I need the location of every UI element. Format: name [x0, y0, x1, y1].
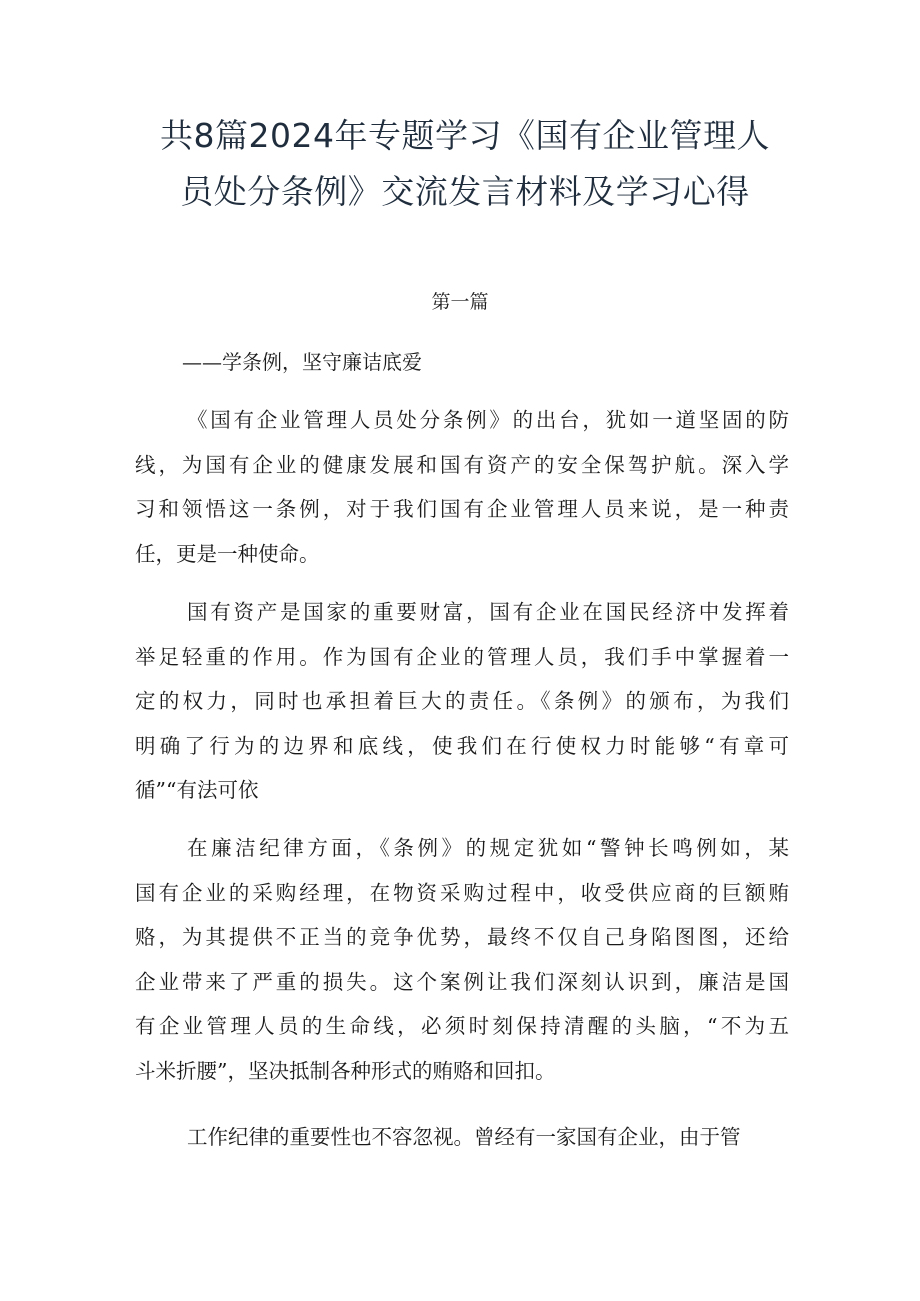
- paragraph-line: 斗米折腰”，坚决抵制各种形式的贿赂和回扣。: [135, 1058, 556, 1083]
- paragraph-line: 任，更是一种使命。: [135, 541, 320, 566]
- paragraph: [135, 590, 789, 813]
- paragraph-line: 有企业管理人员的生命线，必须时刻保持清醒的头脑，“不为五: [135, 1014, 789, 1038]
- paragraph-line: 企业带来了严重的损失。这个案例让我们深刻认识到，廉洁是国: [135, 969, 789, 994]
- paragraph-line: 习和领悟这一条例，对于我们国有企业管理人员来说，是一种责: [135, 497, 789, 521]
- section-subtitle: ——学条例，坚守廉诘底爱: [182, 350, 422, 374]
- paragraph-line: 赂，为其提供不正当的竞争优势，最终不仅自己身陷图图，还给: [135, 925, 789, 949]
- paragraph-line: 工作纪律的重要性也不容忽视。曾经有一家国有企业，由于管: [187, 1125, 741, 1149]
- document-title: [120, 108, 810, 220]
- paragraph: [135, 826, 789, 1093]
- chapter-heading: 第一篇: [431, 291, 489, 313]
- paragraph-line: 在廉洁纪律方面，《条例》的规定犹如“警钟长鸣例如，某: [187, 836, 789, 860]
- paragraph-line: 明确了行为的边界和底线，使我们在行使权力时能够“有章可: [135, 733, 789, 758]
- title-line: 共8篇2024年专题学习《国有企业管理人: [160, 116, 770, 155]
- paragraph-line: 循”“有法可依: [135, 778, 259, 802]
- paragraph-line: 国有企业的采购经理，在物资采购过程中，收受供应商的巨额贿: [135, 880, 789, 905]
- paragraph: [135, 398, 789, 576]
- paragraph-line: 举足轻重的作用。作为国有企业的管理人员，我们手中掌握着一: [135, 644, 789, 669]
- paragraph-line: 线，为国有企业的健康发展和国有资产的安全保驾护航。深入学: [135, 452, 789, 477]
- paragraph-line: 定的权力，同时也承担着巨大的责任。《条例》的颁布，为我们: [135, 689, 789, 713]
- paragraph-line: 《国有企业管理人员处分条例》的出台，犹如一道坚固的防: [187, 408, 789, 432]
- paragraph: [135, 1115, 789, 1160]
- paragraph-line: 国有资产是国家的重要财富，国有企业在国民经济中发挥着: [187, 600, 789, 624]
- title-line: 员处分条例》交流发言材料及学习心得: [180, 172, 750, 211]
